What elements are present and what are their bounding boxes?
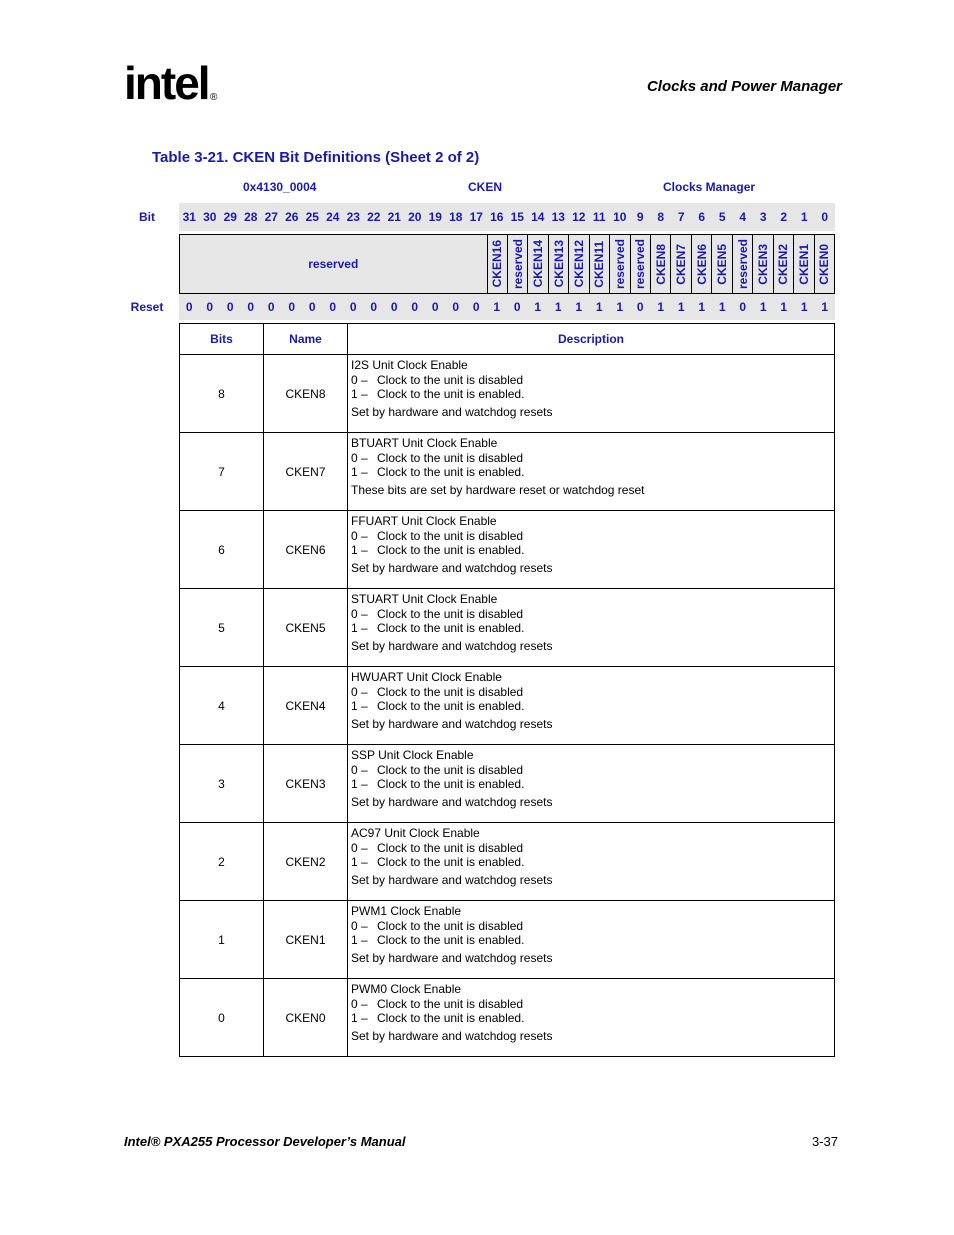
bits-cell: 8 <box>180 355 264 433</box>
bits-cell: 4 <box>180 667 264 745</box>
option-text: Clock to the unit is disabled <box>377 373 524 387</box>
option-zero <box>351 529 831 543</box>
bit-number: 19 <box>428 210 442 224</box>
bit-number: 28 <box>244 210 258 224</box>
reset-value: 1 <box>595 300 603 314</box>
option-text: Clock to the unit is disabled <box>377 451 524 465</box>
option-one <box>351 621 831 635</box>
description-note: Set by hardware and watchdog resets <box>351 561 553 575</box>
field-cell <box>609 235 629 293</box>
description-title: FFUART Unit Clock Enable <box>351 514 497 528</box>
reset-value: 1 <box>554 300 562 314</box>
option-key: 1 – <box>351 699 368 713</box>
register-address: 0x4130_0004 <box>243 180 317 194</box>
bit-number: 9 <box>636 210 644 224</box>
field-label: CKEN1 <box>796 243 811 285</box>
bit-number: 25 <box>305 210 319 224</box>
option-one <box>351 933 831 947</box>
table-row <box>180 511 835 589</box>
option-key: 0 – <box>351 997 368 1011</box>
field-cell <box>691 235 711 293</box>
reset-value: 0 <box>370 300 378 314</box>
description-cell <box>348 511 835 589</box>
option-text: Clock to the unit is enabled. <box>377 855 525 869</box>
reset-value: 0 <box>226 300 234 314</box>
field-label: CKEN2 <box>776 243 791 285</box>
option-zero <box>351 763 831 777</box>
table-header-row <box>180 324 835 355</box>
name-cell: CKEN7 <box>264 433 348 511</box>
field-label: CKEN5 <box>715 243 730 285</box>
reset-value: 0 <box>431 300 439 314</box>
bit-number: 12 <box>572 210 586 224</box>
field-label: reserved <box>735 238 750 290</box>
option-text: Clock to the unit is disabled <box>377 919 524 933</box>
reset-value: 1 <box>677 300 685 314</box>
bit-number: 6 <box>698 210 706 224</box>
field-label: CKEN3 <box>755 243 770 285</box>
reset-value: 0 <box>206 300 214 314</box>
reset-value: 0 <box>308 300 316 314</box>
field-cell <box>711 235 731 293</box>
field-cell <box>589 235 609 293</box>
field-cell <box>773 235 793 293</box>
bit-number: 20 <box>408 210 422 224</box>
option-text: Clock to the unit is enabled. <box>377 699 525 713</box>
name-cell: CKEN2 <box>264 823 348 901</box>
bit-number: 17 <box>469 210 483 224</box>
option-key: 0 – <box>351 607 368 621</box>
bits-cell: 3 <box>180 745 264 823</box>
description-title: I2S Unit Clock Enable <box>351 358 468 372</box>
bit-number: 22 <box>367 210 381 224</box>
name-cell: CKEN0 <box>264 979 348 1057</box>
name-cell: CKEN3 <box>264 745 348 823</box>
option-zero <box>351 997 831 1011</box>
option-key: 1 – <box>351 855 368 869</box>
description-note: Set by hardware and watchdog resets <box>351 1029 553 1043</box>
option-one <box>351 387 831 401</box>
field-label: CKEN8 <box>653 243 668 285</box>
reset-value: 0 <box>739 300 747 314</box>
bit-number: 3 <box>759 210 767 224</box>
bit-number: 29 <box>223 210 237 224</box>
option-key: 0 – <box>351 373 368 387</box>
description-cell <box>348 745 835 823</box>
bit-number: 24 <box>326 210 340 224</box>
field-label: CKEN13 <box>551 240 566 288</box>
bit-number: 23 <box>346 210 360 224</box>
option-key: 0 – <box>351 841 368 855</box>
field-layout-row <box>179 234 835 294</box>
field-cell <box>527 235 547 293</box>
option-key: 1 – <box>351 387 368 401</box>
field-cell <box>793 235 813 293</box>
field-cell <box>507 235 527 293</box>
option-key: 0 – <box>351 451 368 465</box>
name-cell: CKEN1 <box>264 901 348 979</box>
reset-value: 0 <box>472 300 480 314</box>
bit-number: 4 <box>739 210 747 224</box>
field-label: reserved <box>510 238 525 290</box>
table-row <box>180 589 835 667</box>
table-row <box>180 823 835 901</box>
field-label: CKEN6 <box>694 243 709 285</box>
name-cell: CKEN5 <box>264 589 348 667</box>
reset-value: 0 <box>411 300 419 314</box>
bit-number: 5 <box>718 210 726 224</box>
field-cell <box>670 235 690 293</box>
option-zero <box>351 919 831 933</box>
description-note: Set by hardware and watchdog resets <box>351 795 553 809</box>
table-row <box>180 745 835 823</box>
option-key: 0 – <box>351 763 368 777</box>
option-text: Clock to the unit is enabled. <box>377 777 525 791</box>
table-row <box>180 433 835 511</box>
field-label: CKEN0 <box>817 243 832 285</box>
reset-value: 0 <box>329 300 337 314</box>
description-cell <box>348 901 835 979</box>
reset-value: 0 <box>247 300 255 314</box>
logo-wordmark: intel <box>124 57 209 109</box>
reset-value: 0 <box>288 300 296 314</box>
table-row <box>180 901 835 979</box>
footer-manual-title: Intel® PXA255 Processor Developer’s Manual <box>124 1134 406 1149</box>
option-text: Clock to the unit is enabled. <box>377 543 525 557</box>
field-cell <box>180 235 487 293</box>
reset-value: 0 <box>452 300 460 314</box>
reset-value: 0 <box>267 300 275 314</box>
reset-value: 1 <box>698 300 706 314</box>
bit-description-table <box>179 323 835 1057</box>
option-zero <box>351 451 831 465</box>
reset-value: 1 <box>493 300 501 314</box>
description-title: HWUART Unit Clock Enable <box>351 670 502 684</box>
bits-cell: 1 <box>180 901 264 979</box>
field-label: CKEN14 <box>531 240 546 288</box>
option-zero <box>351 373 831 387</box>
reset-value: 1 <box>616 300 624 314</box>
description-title: STUART Unit Clock Enable <box>351 592 498 606</box>
description-cell <box>348 979 835 1057</box>
bit-number: 13 <box>551 210 565 224</box>
description-title: SSP Unit Clock Enable <box>351 748 474 762</box>
bit-number: 10 <box>613 210 627 224</box>
bits-cell: 5 <box>180 589 264 667</box>
option-key: 0 – <box>351 529 368 543</box>
bit-number: 1 <box>800 210 808 224</box>
description-note: Set by hardware and watchdog resets <box>351 873 553 887</box>
bit-number: 31 <box>182 210 196 224</box>
option-zero <box>351 841 831 855</box>
description-note: Set by hardware and watchdog resets <box>351 717 553 731</box>
name-cell: CKEN4 <box>264 667 348 745</box>
option-key: 1 – <box>351 777 368 791</box>
bits-cell: 2 <box>180 823 264 901</box>
option-text: Clock to the unit is disabled <box>377 763 524 777</box>
table-row <box>180 667 835 745</box>
bits-cell: 0 <box>180 979 264 1057</box>
description-cell <box>348 667 835 745</box>
table-title: Table 3-21. CKEN Bit Definitions (Sheet 2 of 2) <box>152 149 480 166</box>
reset-value: 1 <box>800 300 808 314</box>
section-title: Clocks and Power Manager <box>646 78 842 95</box>
reset-value: 0 <box>349 300 357 314</box>
reset-value-row <box>179 294 835 320</box>
field-cell <box>814 235 834 293</box>
option-text: Clock to the unit is enabled. <box>377 621 525 635</box>
bit-number: 7 <box>677 210 685 224</box>
field-label: CKEN16 <box>490 240 505 288</box>
description-title: PWM0 Clock Enable <box>351 982 462 996</box>
reset-value: 1 <box>657 300 665 314</box>
option-text: Clock to the unit is disabled <box>377 529 524 543</box>
bit-number-row <box>179 203 835 231</box>
bit-label: Bit <box>139 210 155 224</box>
field-label: reserved <box>633 238 648 290</box>
name-cell: CKEN8 <box>264 355 348 433</box>
bit-number: 16 <box>490 210 504 224</box>
bit-number: 26 <box>285 210 299 224</box>
option-key: 1 – <box>351 933 368 947</box>
field-label: CKEN7 <box>674 243 689 285</box>
reset-label: Reset <box>130 300 164 314</box>
description-title: AC97 Unit Clock Enable <box>351 826 480 840</box>
bit-number: 0 <box>821 210 829 224</box>
option-one <box>351 777 831 791</box>
intel-logo <box>124 57 224 116</box>
option-text: Clock to the unit is disabled <box>377 607 524 621</box>
option-text: Clock to the unit is enabled. <box>377 933 525 947</box>
name-cell: CKEN6 <box>264 511 348 589</box>
field-label: reserved <box>308 257 359 271</box>
description-cell <box>348 355 835 433</box>
bits-cell: 6 <box>180 511 264 589</box>
bit-number: 14 <box>531 210 545 224</box>
option-key: 1 – <box>351 465 368 479</box>
description-cell <box>348 823 835 901</box>
description-note: Set by hardware and watchdog resets <box>351 405 553 419</box>
field-label: CKEN12 <box>572 240 586 288</box>
reset-value: 0 <box>636 300 644 314</box>
option-key: 1 – <box>351 1011 368 1025</box>
option-zero <box>351 607 831 621</box>
table-row <box>180 355 835 433</box>
option-text: Clock to the unit is disabled <box>377 997 524 1011</box>
logo-registered-mark: ® <box>210 92 218 103</box>
reset-value: 1 <box>718 300 726 314</box>
field-cell <box>568 235 588 293</box>
description-title: PWM1 Clock Enable <box>351 904 462 918</box>
option-text: Clock to the unit is enabled. <box>377 1011 525 1025</box>
bit-number: 30 <box>203 210 217 224</box>
table-row <box>180 979 835 1057</box>
option-key: 1 – <box>351 543 368 557</box>
field-cell <box>487 235 507 293</box>
bits-column-header: Bits <box>180 324 264 355</box>
field-cell <box>650 235 670 293</box>
option-zero <box>351 685 831 699</box>
register-name: CKEN <box>468 180 503 194</box>
reset-value: 1 <box>575 300 583 314</box>
option-one <box>351 855 831 869</box>
field-cell <box>752 235 772 293</box>
option-text: Clock to the unit is enabled. <box>377 387 525 401</box>
bits-cell: 7 <box>180 433 264 511</box>
option-text: Clock to the unit is enabled. <box>377 465 525 479</box>
option-text: Clock to the unit is disabled <box>377 685 524 699</box>
reset-value: 0 <box>513 300 521 314</box>
field-cell <box>732 235 752 293</box>
field-label: reserved <box>612 238 627 290</box>
bit-number: 8 <box>657 210 665 224</box>
description-note: Set by hardware and watchdog resets <box>351 951 553 965</box>
field-cell <box>630 235 650 293</box>
description-column-header: Description <box>348 324 835 355</box>
option-one <box>351 543 831 557</box>
field-cell <box>548 235 568 293</box>
option-one <box>351 465 831 479</box>
bit-number: 18 <box>449 210 463 224</box>
option-key: 1 – <box>351 621 368 635</box>
register-unit: Clocks Manager <box>663 180 756 194</box>
bit-number: 21 <box>387 210 401 224</box>
description-title: BTUART Unit Clock Enable <box>351 436 498 450</box>
option-key: 0 – <box>351 685 368 699</box>
option-one <box>351 1011 831 1025</box>
bit-number: 11 <box>592 210 606 224</box>
footer-page-number: 3-37 <box>811 1134 838 1149</box>
option-one <box>351 699 831 713</box>
bit-number: 2 <box>780 210 788 224</box>
reset-value: 1 <box>534 300 542 314</box>
reset-value: 1 <box>759 300 767 314</box>
reset-value: 1 <box>780 300 788 314</box>
bit-number: 15 <box>510 210 524 224</box>
option-key: 0 – <box>351 919 368 933</box>
name-column-header: Name <box>264 324 348 355</box>
reset-value: 0 <box>185 300 193 314</box>
reset-value: 1 <box>821 300 829 314</box>
description-note: These bits are set by hardware reset or watchdog reset <box>351 483 645 497</box>
option-text: Clock to the unit is disabled <box>377 841 524 855</box>
reset-value: 0 <box>390 300 398 314</box>
bit-number: 27 <box>264 210 278 224</box>
field-label: CKEN11 <box>592 240 607 288</box>
description-cell <box>348 433 835 511</box>
description-cell <box>348 589 835 667</box>
description-note: Set by hardware and watchdog resets <box>351 639 553 653</box>
